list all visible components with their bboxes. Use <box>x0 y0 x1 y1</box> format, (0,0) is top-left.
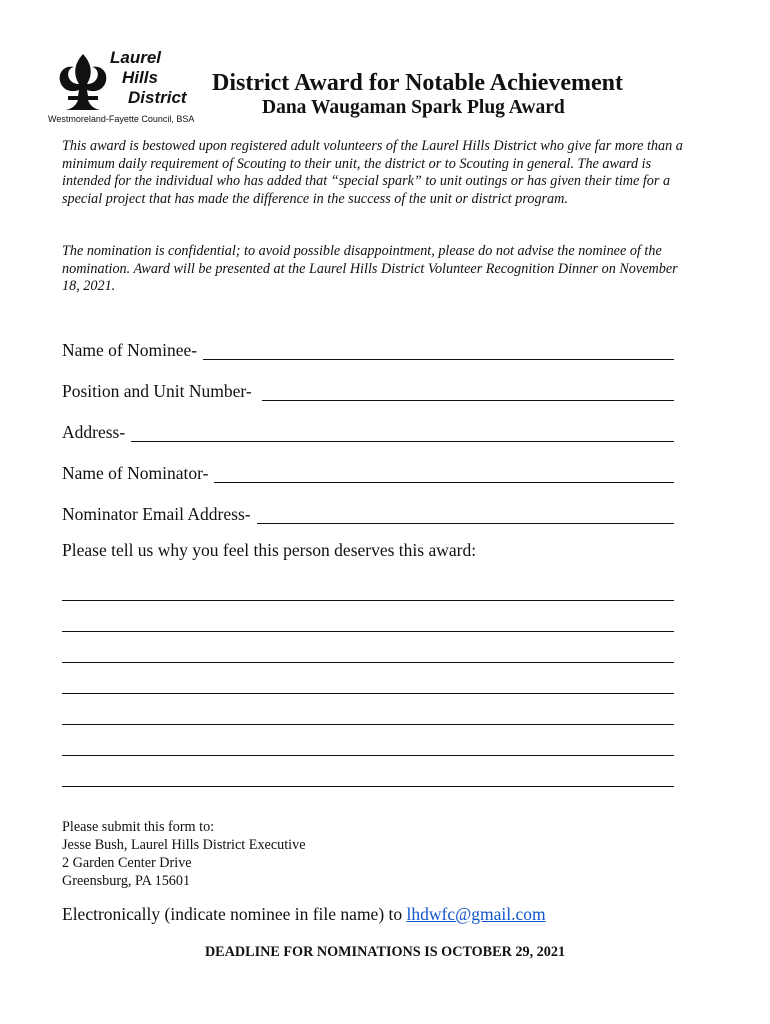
nominator-name-field <box>62 457 674 483</box>
logo-word-hills: Hills <box>122 68 158 87</box>
nominator-email-field <box>62 498 674 524</box>
logo-council-text: Westmoreland-Fayette Council, BSA <box>48 114 195 124</box>
submit-instruction: Please submit this form to: <box>62 819 215 835</box>
fleur-de-lis-icon <box>54 52 112 114</box>
answer-line[interactable] <box>62 724 674 725</box>
logo-word-laurel: Laurel <box>110 48 162 67</box>
answer-line[interactable] <box>62 786 674 787</box>
why-deserves-prompt: Please tell us why you feel this person deserves this award: <box>62 540 477 560</box>
nominee-name-label: Name of Nominee- <box>62 340 198 360</box>
submit-street: 2 Garden Center Drive <box>62 855 192 871</box>
answer-line[interactable] <box>62 662 674 663</box>
answer-line[interactable] <box>62 755 674 756</box>
submit-city: Greensburg, PA 15601 <box>62 873 191 889</box>
position-unit-input-line[interactable] <box>262 382 674 401</box>
answer-line[interactable] <box>62 600 674 601</box>
nominee-name-input-line[interactable] <box>203 341 674 360</box>
nominator-name-label: Name of Nominator- <box>62 463 209 483</box>
submission-email-link[interactable]: lhdwfc@gmail.com <box>406 904 546 924</box>
nominator-email-label: Nominator Email Address- <box>62 504 251 524</box>
district-logo <box>48 48 198 128</box>
address-field <box>62 416 674 442</box>
electronic-submission-label: Electronically (indicate nominee in file name) to <box>62 904 407 924</box>
position-unit-field <box>62 375 674 401</box>
address-input-line[interactable] <box>131 423 674 442</box>
answer-line[interactable] <box>62 693 674 694</box>
deadline-notice: DEADLINE FOR NOMINATIONS IS OCTOBER 29, 2021 <box>204 944 566 960</box>
nominator-name-input-line[interactable] <box>214 464 674 483</box>
nominee-name-field <box>62 334 674 360</box>
intro-paragraph-confidential: The nomination is confidential; to avoid possible disappointment, please do not advise the nominee of the nomination. Award will be presented at the Laurel Hills District Volunteer Recognition Dinner on November 18, 2021. <box>62 243 678 295</box>
intro-paragraph-description: This award is bestowed upon registered adult volunteers of the Laurel Hills District who give far more than a minimum daily requirement of Scouting to their unit, the district or to Scouting in general. The award is intended for the individual who has added that “special spark” to unit outings or has given their time for a special project that has made the difference in the success of the unit or district program. <box>62 138 683 207</box>
page-title: District Award for Notable Achievement <box>212 70 624 96</box>
answer-line[interactable] <box>62 631 674 632</box>
submit-recipient: Jesse Bush, Laurel Hills District Executive <box>62 837 306 853</box>
page-subtitle: Dana Waugaman Spark Plug Award <box>262 97 565 118</box>
address-label: Address- <box>62 422 126 442</box>
position-unit-label: Position and Unit Number- <box>62 381 252 401</box>
logo-word-district: District <box>128 88 187 107</box>
electronic-submission <box>62 904 546 925</box>
nominator-email-input-line[interactable] <box>257 505 674 524</box>
